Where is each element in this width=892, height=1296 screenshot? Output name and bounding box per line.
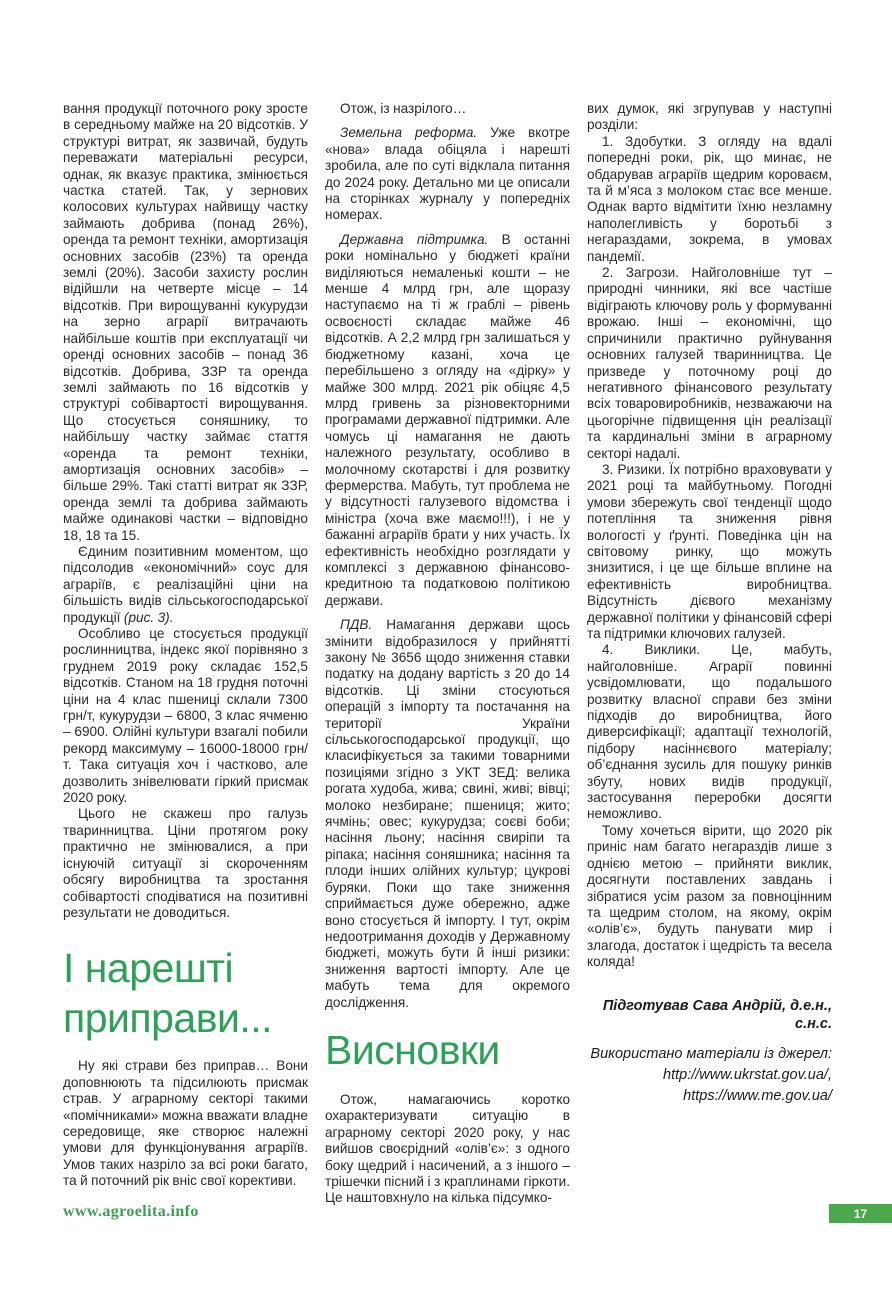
paragraph-vat — [325, 617, 570, 1011]
paragraph-costs-structure: вання продукції поточного року зросте в середньому майже на 20 відсотків. У структурі витрат, як зазвичай, будуть переважати матеріальні ресурси, однак, як вказує практика, змінюється частка статей. Так, у зернових колосових культурах найвищу частку займають добрива (понад 26%), оренда та ремонт техніки, амортизація основних засобів (23%) та оренда землі (20%). Засоби захисту рослин відійшли на четверте місце – 14 відсотків. При вирощуванні кукурудзи на зерно аграрії витрачають найбільше коштів при експлуатації чи оренді основних засобів – понад 36 відсотків. Добрива, ЗЗР та оренда землі займають по 16 відсотків у структурі собівартості вирощування. Що стосується соняшнику, то найбільшу частку займає стаття «оренда та ремонт техніки, амортизація основних засобів» – більше 29%. Такі статті витрат як ЗЗР, оренда землі та добрива займають майже одинакові частки – відповідно 18, 18 та 15. — [63, 101, 308, 543]
author-byline: Підготував Сава Андрій, д.е.н., с.н.с. — [602, 997, 832, 1033]
paragraph-otozh: Отож, із назрілого… — [340, 101, 467, 116]
site-url-link[interactable]: www.agroelita.info — [63, 1202, 199, 1220]
sources-label: Використано матеріали із джерел: — [590, 1046, 832, 1063]
paragraph-seasoning-intro: Ну які страви без приправ… Вони доповнюють та підсилюють присмак страв. У аграрному секторі такими «помічниками» можна вважати владне середовище, яке створює належні умови для функціонування аграріїв. Умов таких назріло за всі роки багато, та й поточний рік вніс свої корективи. — [63, 1058, 308, 1189]
paragraph-positive-moment — [63, 544, 308, 626]
source-link-me-gov[interactable]: https://www.me.gov.ua/ — [683, 1087, 832, 1104]
paragraph-text: Єдиним позитивним моментом, що підсолодив «економічний» соус для аграріїв, є реалізаційні ціни на більшість видів сільськогосподарської продукції — [63, 543, 308, 625]
paragraph-crop-prices: Особливо це стосується продукції рослинництва, індекс якої порівняно з груднем 2019 року складає 152,5 відсотків. Станом на 18 грудня поточні ціни на 4 клас пшениці склали 7300 грн/т, кукурудзи – 6800, 3 клас ячменю – 6900. Олійні культури взагалі побили рекорд максимуму – 16000-18000 грн/т. Така ситуація хоч і частково, але дозволить знівелювати гіркий присмак 2020 року. — [63, 626, 308, 806]
paragraph-text: Уже вкотре «нова» влада обіцяла і нарешті зробила, але по суті відклала питання до 2024 року. Детально ми це описали на сторінках журналу у попередніх номерах. — [325, 125, 570, 223]
article-body — [63, 101, 832, 1221]
topic-lead-land-reform: Земельна реформа. — [340, 125, 478, 141]
column-2 — [325, 101, 570, 1221]
paragraph-challenges: 4. Виклики. Це, мабуть, найголовніше. Аграрії повинні усвідомлювати, що подальшого розвитку власної справи без зміни підходів до виробництва, його диверсифікації; адаптації технологій, підбору насіннєвого матеріалу; об’єднання зусиль для пошуку ринків збуту, нових видів продукції, застосування переробки досягти неможливо. — [587, 642, 832, 822]
section-heading-seasoning: І нарешті приправи... — [63, 945, 273, 1042]
topic-lead-vat: ПДВ. — [340, 617, 373, 633]
source-link-ukrstat[interactable]: http://www.ukrstat.gov.ua/, — [663, 1067, 832, 1084]
column-3 — [587, 101, 832, 1221]
paragraph-hope: Тому хочеться вірити, що 2020 рік приніс нам багато негараздів лише з однією метою – прийняти виклик, досягнути поставлених завдань і зібратися усім разом за повноцінним та щедрим столом, на якому, окрім «олів’є», будуть панувати мир і злагода, достаток і щедрість та весела коляда! — [587, 822, 832, 970]
column-1 — [63, 101, 308, 1221]
paragraph-threats: 2. Загрози. Найголовніше тут – природні чинники, які все частіше відіграють ключову роль у формуванні врожаю. Інші – економічні, що спричинили практично руйнування основних галузей тваринництва. Це призведе у поточному році до негативного фінансового результату всіх товаровиробників, незважаючи на цьогорічне підвищення цін реалізації та кардинальні зміни в аграрному секторі надалі. — [587, 265, 832, 461]
paragraph-risks: 3. Ризики. Їх потрібно враховувати у 2021 році та майбутньому. Погодні умови збережуть свої тенденції щодо потепління та зниження рівня вологості у ґрунті. Поведінка цін на світовому ринку, що можуть знизитися, і це ще більше вплине на ефективність виробництва. Відсутність дієвого механізму державної політики у фінансовій сфері та підтримки ключових галузей. — [587, 461, 832, 641]
paragraph-text: В останні роки номінально у бюджеті країни виділяються немаленькі кошти – не менше 4 млрд грн, але щоразу наступаємо на ті ж граблі – рівень освоєності складає майже 46 відсотків. А 2,2 млрд грн залишаться у бюджетному казані, хоча це перебільшено з огляду на «дірку» у майже 300 млрд. 2021 рік обіцяє 4,5 млрд гривень за різновекторними програмами державної підтримки. Але чомусь ці намагання не дають належного результату, особливо в молочному скотарстві і для розвитку фермерства. Мабуть, тут проблема не у відсутності галузевого відомства і міністра (хоча вже маємо!!!), і не у бажанні аграріїв брати у них участь. Їх ефективність необхідно розглядати у комплексі з державною фінансово-кредитною та податковою політикою держави. — [325, 231, 570, 608]
paragraph-thoughts-intro: вих думок, які згрупував у наступні розділи: — [587, 101, 832, 133]
paragraph-conclusions-intro: Отож, намагаючись коротко охарактеризувати ситуацію в аграрному секторі 2020 року, у нас вийшов своєрідний «олів’є»: з одного боку щедрий і насичений, а з іншого – трішечки пісний і з краплинами гіркоти. Це наштовхнуло на кілька підсумко- — [325, 1091, 570, 1206]
page-number-badge — [829, 1204, 892, 1223]
paragraph-achievements: 1. Здобутки. З огляду на вдалі попередні роки, рік, що минає, не обдарував аграріїв щедрим короваєм, та й м’яса з молоком стає все менше. Однак варто відмітити їхню незламну наполегливість у боротьбі з негараздами, зокрема, в умовах пандемії. — [587, 133, 832, 264]
section-heading-conclusions: Висновки — [325, 1026, 500, 1073]
figure-reference: (рис. 3). — [123, 609, 174, 625]
paragraph-state-support — [325, 232, 570, 609]
paragraph-text: Намагання держави щось змінити відобразилося у прийнятті закону № 3656 щодо зниження ставки податку на додану вартість з 20 до 14 відсотків. Ці зміни стосуються операцій з імпорту та постачання на території України сільськогосподарської продукції, що класифікується за такими товарними позиціями згідно з УКТ ЗЕД: велика рогата худоба, жива; свині, живі; вівці; молоко незбиране; пшениця; жито; ячмінь; овес; кукурудза; соєві боби; насіння льону; насіння свиріпи та ріпака; насіння соняшника; насіння та плоди інших олійних культур; цукрові буряки. Поки що таке зниження сприймається дуже обережно, адже воно стосується й імпорту. І тут, окрім недоотримання доходів у Державному бюджеті, можуть бути й інші ризики: зниження вартості імпорту. Але це мабуть тема для окремого дослідження. — [325, 617, 570, 1010]
paragraph-land-reform — [325, 125, 570, 223]
page-number: 17 — [853, 1206, 868, 1221]
topic-lead-state-support: Державна підтримка. — [340, 231, 489, 247]
paragraph-livestock: Цього не скажеш про галузь тваринництва. Ціни протягом року практично не змінювалися, а при існуючій ситуації зі скороченням обсягу виробництва та зростання собівартості сподіватися на позитивні результати не доводиться. — [63, 806, 308, 920]
